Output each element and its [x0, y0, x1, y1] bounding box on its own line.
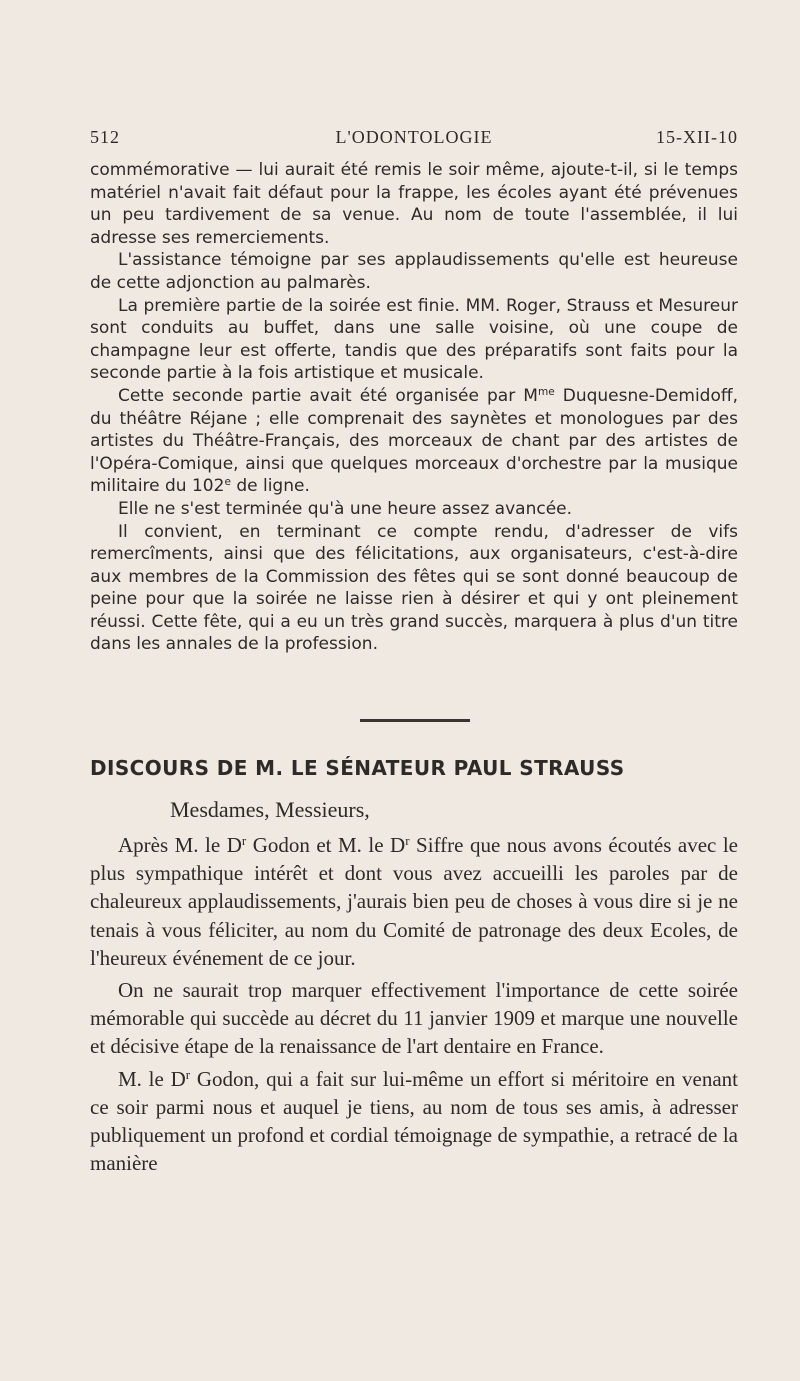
report-text [90, 159, 738, 656]
journal-title: L'ODONTOLOGIE [335, 127, 493, 147]
running-header [90, 127, 738, 151]
page-number: 512 [90, 127, 120, 147]
speech-text [90, 831, 738, 1177]
report-paragraph-1: commémorative — lui aurait été remis le soir même, ajoute-t-il, si le temps matériel n'avait fait défaut pour la frappe, les écoles ayant été prévenues un peu tardivement de sa venue. Au nom de toute l'assemblée, il lui adresse ses remerciements. [90, 160, 738, 248]
document-page [90, 0, 738, 1381]
section-divider [360, 719, 470, 722]
report-paragraph-5: Elle ne s'est terminée qu'à une heure assez avancée. [118, 498, 573, 519]
speech-heading: DISCOURS DE M. LE SÉNATEUR PAUL STRAUSS [90, 756, 625, 780]
speech-paragraph-2: On ne saurait trop marquer effectivement l'importance de cette soirée mémorable qui succède au décret du 11 janvier 1909 et marque une nouvelle et décisive étape de la renaissance de l'art dentaire en France. [90, 978, 738, 1059]
report-paragraph-6: Il convient, en terminant ce compte rendu, d'adresser de vifs remercîments, ainsi que des félicitations, aux organisateurs, c'est-à-dire aux membres de la Commission des fêtes qui se sont donné beaucoup de peine pour que la soirée ne laisse rien à désirer et qui y ont pleinement réussi. Cette fête, qui a eu un très grand succès, marquera à plus d'un titre dans les annales de la profession. [90, 521, 738, 655]
speech-paragraph-3: M. le $D^r$ Godon, qui a fait sur lui-même un effort si méritoire en venant ce soir parmi nous et auquel je tiens, au nom de tous ses amis, à adresser publiquement un profond et cordial témoignage de sympathie, a retracé de la manière [90, 1066, 739, 1176]
report-paragraph-4: Cette seconde partie avait été organisée par $M^{me}$ Duquesne-Demidoff, du théâtre Réjane ; elle comprenait des saynètes et monologues par des artistes du Théâtre-Français, des morceaux de chant par des artistes de l'Opéra-Comique, ainsi que quelques morceaux d'orchestre par la musique militaire du 102e de ligne. [90, 385, 738, 497]
report-paragraph-2: L'assistance témoigne par ses applaudissements qu'elle est heureuse de cette adjonction au palmarès. [90, 250, 738, 293]
report-paragraph-3: La première partie de la soirée est finie. MM. Roger, Strauss et Mesureur sont conduits au buffet, dans une salle voisine, où une coupe de champagne leur est offerte, tandis que des préparatifs sont faits pour la seconde partie à la fois artistique et musicale. [90, 295, 738, 384]
issue-date: 15-XII-10 [656, 127, 738, 147]
speech-salutation: Mesdames, Messieurs, [170, 797, 370, 822]
speech-paragraph-1: Après M. le $D^r$ Godon et M. le $D^r$ Siffre que nous avons écoutés avec le plus sympathique intérêt et dont vous avez accueilli les paroles par de chaleureux applaudissements, j'aurais bien peu de choses à vous dire si je ne tenais à vous féliciter, au nom du Comité de patronage des deux Ecoles, de l'heureux événement de ce jour. [90, 832, 738, 970]
